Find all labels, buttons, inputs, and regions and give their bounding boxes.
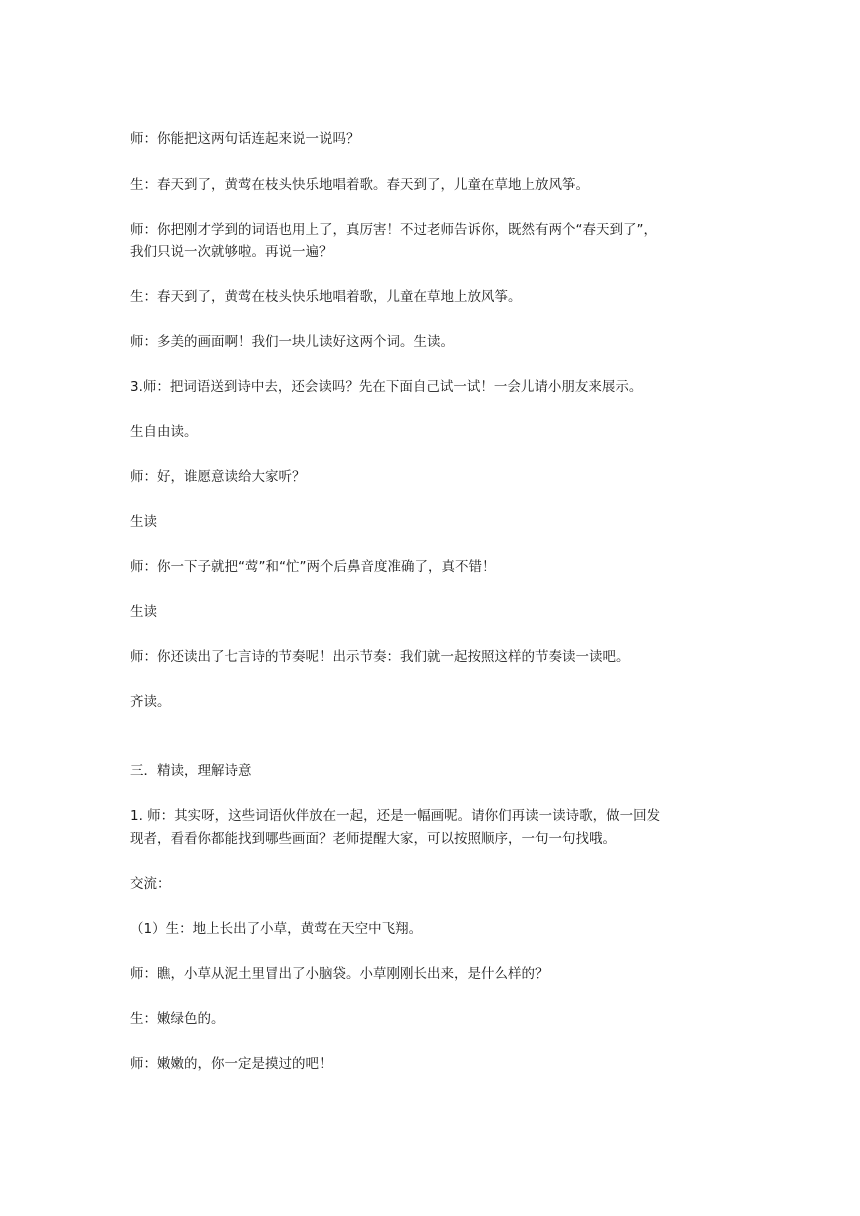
text-line: 交流：	[130, 876, 171, 892]
text-line: 师：瞧，小草从泥土里冒出了小脑袋。小草刚刚长出来，是什么样的？	[130, 966, 549, 982]
text-line: 齐读。	[130, 694, 171, 710]
text-line: 生读	[130, 604, 157, 620]
text-line: 师：你把刚才学到的词语也用上了，真厉害！不过老师告诉你，既然有两个“春天到了”，	[130, 222, 657, 238]
text-line: 生自由读。	[130, 424, 198, 440]
text-line: 师：你能把这两句话连起来说一说吗？	[130, 131, 360, 147]
text-line: 师：嫩嫩的，你一定是摸过的吧！	[130, 1056, 333, 1072]
text-line: 师：你一下子就把“莺”和“忙”两个后鼻音度准确了，真不错！	[130, 559, 496, 575]
text-line: （1）生：地上长出了小草，黄莺在天空中飞翔。	[130, 921, 423, 937]
text-line: 师：好，谁愿意读给大家听？	[130, 469, 306, 485]
section-heading: 三．精读，理解诗意	[130, 763, 252, 779]
text-line: 生：春天到了，黄莺在枝头快乐地唱着歌。春天到了，儿童在草地上放风筝。	[130, 177, 589, 193]
text-line: 我们只说一次就够啦。再说一遍？	[130, 244, 333, 260]
text-line: 师：多美的画面啊！我们一块儿读好这两个词。生读。	[130, 334, 454, 350]
text-line: 1. 师：其实呀，这些词语伙伴放在一起，还是一幅画呢。请你们再读一读诗歌，做一回发	[130, 808, 661, 824]
text-line: 生：春天到了，黄莺在枝头快乐地唱着歌，儿童在草地上放风筝。	[130, 289, 522, 305]
text-line: 3.师：把词语送到诗中去，还会读吗？先在下面自己试一试！一会儿请小朋友来展示。	[130, 379, 643, 395]
text-line: 生：嫩绿色的。	[130, 1011, 225, 1027]
text-line: 师：你还读出了七言诗的节奏呢！出示节奏：我们就一起按照这样的节奏读一读吧。	[130, 649, 630, 665]
text-line: 现者，看看你都能找到哪些画面？老师提醒大家，可以按照顺序，一句一句找哦。	[130, 831, 616, 847]
text-line: 生读	[130, 514, 157, 530]
